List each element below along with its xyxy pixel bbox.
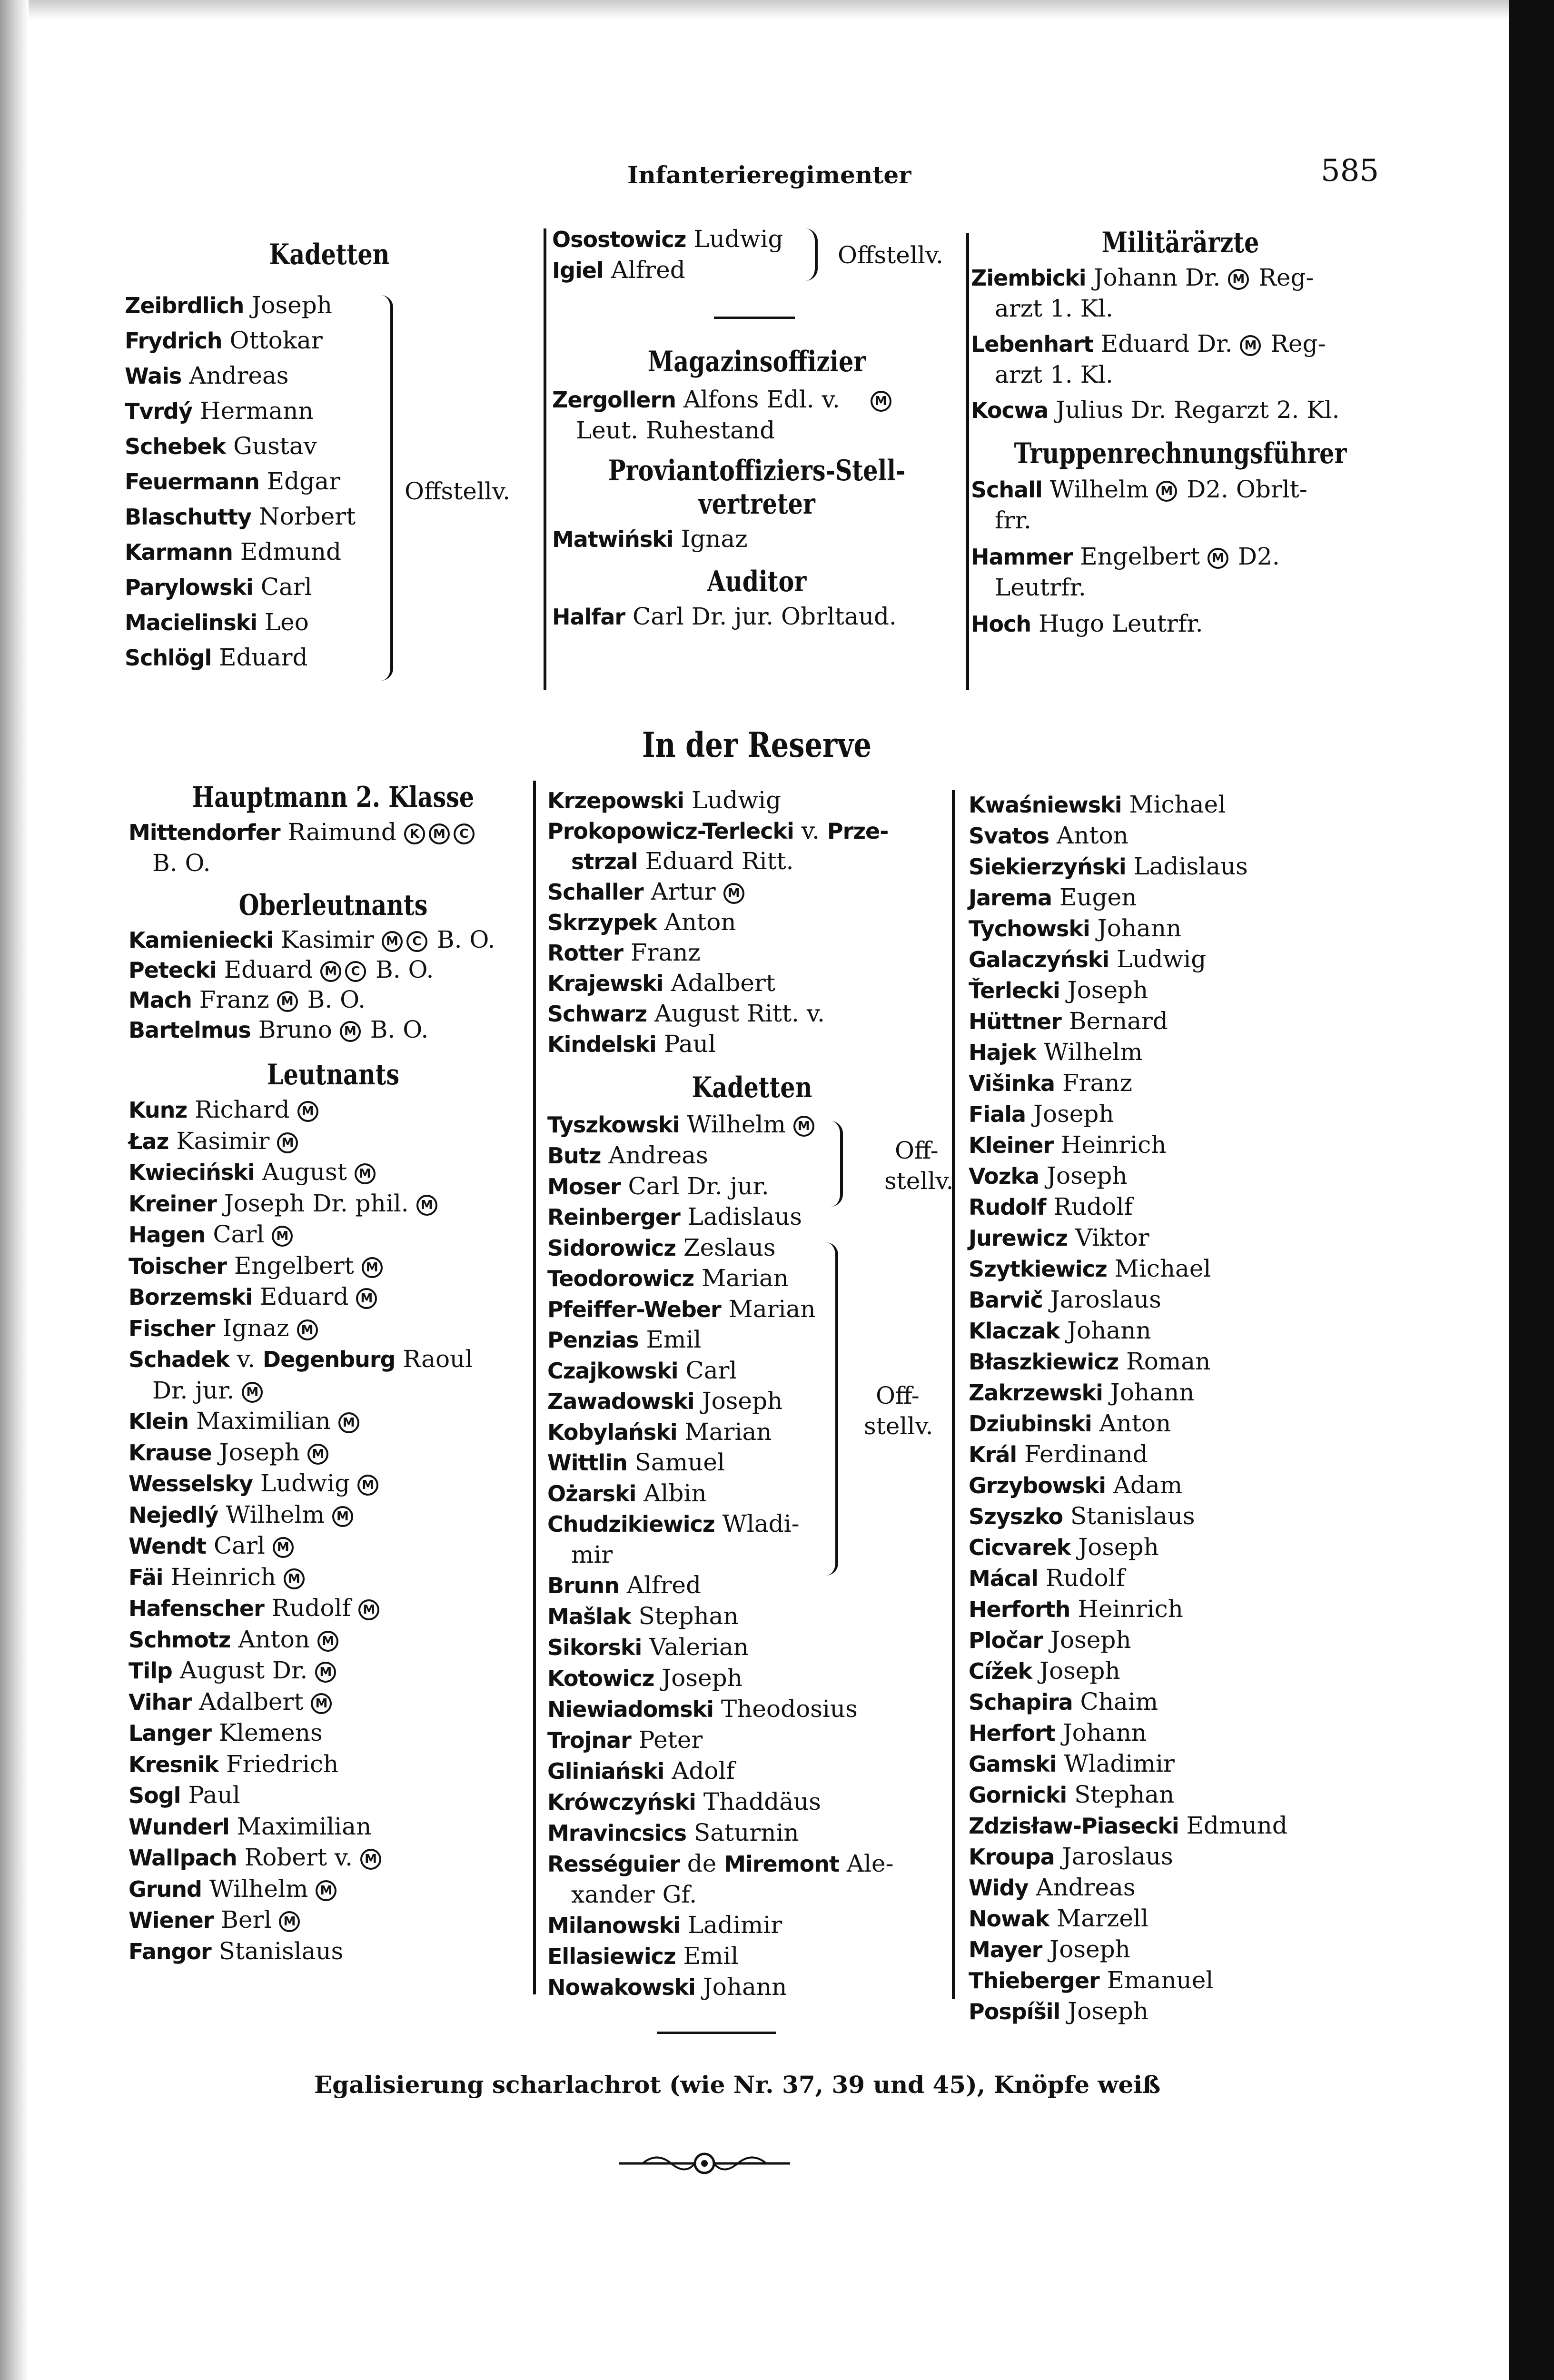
- cross-decoration-icon: C: [345, 961, 366, 982]
- military-merit-icon: M: [871, 391, 891, 412]
- section-heading-hauptmann: Hauptmann 2. Klasse: [192, 781, 475, 814]
- military-merit-icon: M: [272, 1226, 293, 1247]
- military-merit-icon: M: [357, 1475, 378, 1496]
- cross-decoration-icon: C: [454, 823, 475, 844]
- military-merit-icon: M: [1208, 548, 1228, 569]
- military-merit-icon: M: [723, 883, 744, 904]
- brace-offstellv-kadetten: [381, 295, 393, 681]
- name-entry: Tvrdý Hermann: [125, 397, 314, 425]
- name-entry-continuation: frr.: [995, 506, 1031, 534]
- section-heading-oberleutnants: Oberleutnants: [238, 889, 428, 922]
- name-entry: Bartelmus Bruno M B. O.: [129, 1016, 429, 1043]
- name-entry: Schwarz August Ritt. v.: [547, 1000, 825, 1027]
- military-merit-icon: M: [297, 1319, 318, 1340]
- name-entry: Mittendorfer Raimund K M C: [129, 817, 538, 848]
- name-entry: Wesselsky Ludwig M: [129, 1468, 538, 1499]
- name-entry: Tyszkowski Wilhelm M: [547, 1109, 957, 1140]
- name-entry: Niewiadomski Theodosius: [547, 1695, 858, 1723]
- name-entry: Sogl Paul: [129, 1781, 240, 1809]
- name-entry: Kunz Richard M: [129, 1094, 538, 1126]
- brace-offstellv-kadetten-group2: [826, 1242, 838, 1576]
- name-entry: Hajek Wilhelm: [969, 1038, 1143, 1066]
- name-entry: Zeibrdlich Joseph: [125, 291, 332, 319]
- name-entry: Moser Carl Dr. jur.: [547, 1172, 769, 1200]
- military-merit-icon: M: [317, 1631, 338, 1652]
- name-entry: Fäi Heinrich M: [129, 1562, 538, 1593]
- name-entry: Parylowski Carl: [125, 573, 312, 601]
- name-entry: Feuermann Edgar: [125, 467, 340, 495]
- name-entry: Mravincsics Saturnin: [547, 1819, 799, 1846]
- brace-offstellv-deputies: [805, 228, 818, 281]
- name-entry: Macielinski Leo: [125, 608, 309, 636]
- name-entry: Mayer Joseph: [969, 1935, 1130, 1963]
- name-entry: Ťerlecki Joseph: [969, 976, 1148, 1004]
- name-entry-continuation: xander Gf.: [571, 1881, 697, 1908]
- name-entry-continuation: Leut. Ruhestand: [576, 416, 775, 444]
- name-entry: Petecki Eduard M C B. O.: [129, 956, 434, 983]
- name-entry: Gliniański Adolf: [547, 1757, 735, 1785]
- name-entry: Łaz Kasimir M: [129, 1126, 538, 1157]
- military-merit-icon: M: [338, 1412, 359, 1433]
- name-entry: Jurewicz Viktor: [969, 1224, 1149, 1251]
- name-entry: Ożarski Albin: [547, 1479, 707, 1507]
- name-entry: Matwiński Ignaz: [552, 525, 748, 553]
- name-entry: Nejedlý Wilhelm M: [129, 1499, 538, 1531]
- scan-left-shadow: [0, 0, 29, 2380]
- name-entry: Nowakowski Johann: [547, 1973, 787, 2001]
- name-entry: Skrzypek Anton: [547, 908, 736, 936]
- name-entry: Kleiner Heinrich: [969, 1131, 1167, 1159]
- section-heading-auditor: Auditor: [707, 565, 807, 598]
- name-entry: Langer Klemens: [129, 1719, 323, 1746]
- section-heading-proviant-cont: vertreter: [698, 487, 815, 521]
- name-entry: Kamieniecki Kasimir M C B. O.: [129, 926, 495, 953]
- brace-label-offstellv: Offstellv.: [838, 241, 944, 269]
- name-entry: Fischer Ignaz M: [129, 1313, 538, 1344]
- name-entry: Schadek v. Degenburg Raoul: [129, 1345, 473, 1373]
- section-heading-proviant: Proviantoffiziers-Stell-: [608, 454, 906, 487]
- name-entry: Cížek Joseph: [969, 1657, 1120, 1685]
- name-entry: Hafenscher Rudolf M: [129, 1593, 538, 1624]
- name-entry: Wendt Carl M: [129, 1530, 538, 1562]
- name-entry: Blaschutty Norbert: [125, 503, 356, 530]
- deputy-line: Osostowicz Ludwig: [552, 225, 783, 253]
- military-merit-icon: M: [1156, 481, 1177, 502]
- brace-label-stellv: stellv.: [884, 1167, 954, 1195]
- name-entry: Milanowski Ladimir: [547, 1911, 782, 1939]
- name-entry: Schebek Gustav: [125, 432, 317, 460]
- name-entry: Penzias Emil: [547, 1326, 702, 1353]
- military-merit-icon: M: [355, 1163, 376, 1184]
- name-entry: Herforth Heinrich: [969, 1595, 1183, 1623]
- name-entry: Kotowicz Joseph: [547, 1664, 742, 1692]
- name-entry-continuation: Leutrfr.: [995, 574, 1086, 601]
- brace-offstellv-kadetten-group1: [831, 1121, 843, 1207]
- name-entry: Mašlak Stephan: [547, 1602, 739, 1630]
- name-entry: Halfar Carl Dr. jur. Obrltaud.: [552, 603, 897, 630]
- brace-label-off: Off-: [895, 1137, 939, 1164]
- name-entry: Mácal Rudolf: [969, 1564, 1125, 1592]
- name-entry: Hüttner Bernard: [969, 1007, 1168, 1035]
- section-heading-magazinsoffizier: Magazinsoffizier: [647, 345, 866, 378]
- name-entry: Pospíšil Joseph: [969, 1997, 1148, 2025]
- name-entry-continuation: Dr. jur. M: [129, 1375, 538, 1406]
- name-entry: Czajkowski Carl: [547, 1356, 737, 1384]
- name-entry: Nowak Marzell: [969, 1904, 1148, 1932]
- name-entry: Kresnik Friedrich: [129, 1750, 339, 1778]
- name-entry: Pločar Joseph: [969, 1626, 1131, 1654]
- name-entry: Kreiner Joseph Dr. phil. M: [129, 1188, 538, 1220]
- name-entry: Klaczak Johann: [969, 1317, 1151, 1344]
- name-entry: Herfort Johann: [969, 1719, 1147, 1746]
- military-merit-icon: M: [332, 1506, 353, 1527]
- name-entry: Rotter Franz: [547, 939, 701, 966]
- military-merit-icon: M: [284, 1568, 305, 1589]
- name-entry: Thieberger Emanuel: [969, 1966, 1214, 1994]
- name-entry: Gamski Wladimir: [969, 1750, 1175, 1777]
- name-entry: Wais Andreas: [125, 362, 289, 389]
- cross-decoration-icon: C: [406, 931, 427, 952]
- name-entry: Pfeiffer-Weber Marian: [547, 1295, 816, 1323]
- name-entry: Kwieciński August M: [129, 1157, 538, 1188]
- name-entry: Klein Maximilian M: [129, 1406, 538, 1437]
- name-entry-continuation: arzt 1. Kl.: [995, 295, 1113, 322]
- separator-top: [714, 317, 795, 319]
- page-number: 585: [1321, 153, 1379, 188]
- name-entry: Mach Franz M B. O.: [129, 986, 366, 1013]
- name-entry: Hoch Hugo Leutrfr.: [971, 610, 1203, 637]
- name-entry: Vozka Joseph: [969, 1162, 1128, 1190]
- name-entry: Karmann Edmund: [125, 538, 342, 565]
- name-entry-continuation: arzt 1. Kl.: [995, 361, 1113, 388]
- military-merit-icon: M: [242, 1382, 263, 1403]
- section-heading-kadetten-reserve: Kadetten: [692, 1071, 812, 1104]
- name-entry: Brunn Alfred: [547, 1571, 701, 1599]
- name-entry: Ellasiewicz Emil: [547, 1942, 739, 1970]
- ornament-icon: [614, 2149, 795, 2178]
- military-merit-icon: M: [382, 931, 403, 952]
- military-merit-icon: M: [311, 1693, 332, 1714]
- name-entry: Višinka Franz: [969, 1069, 1132, 1097]
- name-entry: Prokopowicz-Terlecki v. Prze-: [547, 817, 889, 844]
- name-entry: Krajewski Adalbert: [547, 969, 775, 997]
- military-merit-icon: M: [356, 1288, 377, 1309]
- section-heading-truppenrechnungsfuehrer: Truppenrechnungsführer: [1014, 437, 1347, 470]
- name-entry: Fangor Stanislaus: [129, 1937, 344, 1965]
- military-merit-icon: M: [273, 1537, 294, 1558]
- name-entry: Vihar Adalbert M: [129, 1686, 538, 1718]
- deputy-line: Igiel Alfred: [552, 256, 685, 284]
- name-entry: Grzybowski Adam: [969, 1471, 1183, 1499]
- name-entry: Gornicki Stephan: [969, 1781, 1175, 1808]
- military-merit-icon: M: [358, 1599, 379, 1620]
- name-entry: Wunderl Maximilian: [129, 1812, 372, 1840]
- name-entry: Sidorowicz Zeslaus: [547, 1233, 776, 1261]
- military-merit-icon: M: [1228, 269, 1249, 290]
- scan-right-edge: [1509, 0, 1554, 2380]
- name-entry: Chudzikiewicz Wladi-: [547, 1510, 800, 1537]
- name-entry: Galaczyński Ludwig: [969, 945, 1207, 973]
- name-entry: Schapira Chaim: [969, 1688, 1158, 1716]
- name-entry: Lebenhart Eduard Dr. M Reg-: [971, 330, 1326, 357]
- military-merit-icon: M: [297, 1101, 318, 1122]
- name-entry: Schall Wilhelm M D2. Obrlt-: [971, 476, 1307, 503]
- column-rule-right-top: [966, 233, 969, 690]
- name-entry: Barvič Jaroslaus: [969, 1286, 1161, 1313]
- name-entry: Teodorowicz Marian: [547, 1264, 789, 1292]
- section-heading-militaraerzte: Militärärzte: [1101, 226, 1259, 259]
- name-entry: Zergollern Alfons Edl. v. M: [552, 384, 961, 415]
- name-entry: Reinberger Ladislaus: [547, 1203, 802, 1230]
- name-entry: Rességuier de Miremont Ale-: [547, 1850, 894, 1877]
- name-entry: Schmotz Anton M: [129, 1624, 538, 1656]
- military-merit-icon: M: [362, 1257, 383, 1278]
- running-head: Infanterieregimenter: [627, 161, 911, 189]
- name-entry: Wallpach Robert v. M: [129, 1842, 538, 1874]
- name-entry: Butz Andreas: [547, 1141, 708, 1169]
- military-merit-icon: M: [316, 1880, 337, 1901]
- section-heading-kadetten: Kadetten: [269, 238, 390, 271]
- military-merit-icon: M: [279, 1911, 300, 1932]
- name-entry: Tilp August Dr. M: [129, 1655, 538, 1686]
- name-entry: Frydrich Ottokar: [125, 327, 323, 354]
- name-entry: Jarema Eugen: [969, 883, 1137, 911]
- military-merit-icon: M: [429, 823, 450, 844]
- name-entry: Krzepowski Ludwig: [547, 786, 782, 814]
- name-entry: Krówczyński Thaddäus: [547, 1788, 821, 1815]
- separator-bottom: [657, 2032, 776, 2034]
- name-entry-continuation: B. O.: [152, 849, 211, 877]
- name-entry: Hammer Engelbert M D2.: [971, 543, 1280, 570]
- name-entry: Błaszkiewicz Roman: [969, 1348, 1211, 1375]
- military-merit-icon: M: [315, 1662, 336, 1683]
- brace-label-offstellv: Offstellv.: [405, 477, 511, 505]
- military-merit-icon: M: [277, 991, 298, 1012]
- scan-top-shadow: [29, 0, 1509, 19]
- name-entry: Szytkiewicz Michael: [969, 1255, 1211, 1282]
- name-entry: Ziembicki Johann Dr. M Reg-: [971, 264, 1314, 291]
- name-entry: Zdzisław-Piasecki Edmund: [969, 1812, 1287, 1839]
- name-entry: Wiener Berl M: [129, 1904, 538, 1936]
- name-entry: Zakrzewski Johann: [969, 1378, 1195, 1406]
- name-entry: Dziubinski Anton: [969, 1409, 1171, 1437]
- name-entry: Schaller Artur M: [547, 877, 957, 907]
- name-entry: Kindelski Paul: [547, 1030, 716, 1058]
- section-heading-reserve: In der Reserve: [642, 724, 872, 765]
- military-merit-icon: M: [277, 1132, 298, 1153]
- name-entry: Siekierzyński Ladislaus: [969, 853, 1248, 880]
- name-entry: Wittlin Samuel: [547, 1448, 725, 1476]
- name-entry: Grund Wilhelm M: [129, 1874, 538, 1905]
- name-entry: Fiala Joseph: [969, 1100, 1114, 1128]
- military-merit-icon: M: [320, 961, 341, 982]
- column-rule-left-top: [544, 228, 546, 690]
- name-entry: Svatos Anton: [969, 822, 1128, 849]
- name-entry: Král Ferdinand: [969, 1440, 1148, 1468]
- footer-note: Egalisierung scharlachrot (wie Nr. 37, 39 und 45), Knöpfe weiß: [314, 2071, 1161, 2099]
- name-entry-continuation: mir: [571, 1540, 613, 1568]
- name-entry: Kroupa Jaroslaus: [969, 1843, 1173, 1870]
- name-entry: Trojnar Peter: [547, 1726, 703, 1754]
- name-entry: Widy Andreas: [969, 1874, 1136, 1901]
- name-entry: Kwaśniewski Michael: [969, 791, 1226, 818]
- military-merit-icon: M: [360, 1849, 381, 1870]
- name-entry: Hagen Carl M: [129, 1219, 538, 1250]
- name-entry-continuation: strzal Eduard Ritt.: [571, 847, 794, 875]
- military-merit-icon: M: [416, 1195, 437, 1216]
- name-entry: Zawadowski Joseph: [547, 1387, 783, 1415]
- name-entry: Kocwa Julius Dr. Regarzt 2. Kl.: [971, 396, 1340, 424]
- name-entry: Borzemski Eduard M: [129, 1281, 538, 1313]
- military-merit-icon: M: [1240, 335, 1261, 356]
- military-merit-icon: M: [793, 1116, 814, 1137]
- name-entry: Kobylański Marian: [547, 1418, 772, 1446]
- name-entry: Rudolf Rudolf: [969, 1193, 1133, 1220]
- military-merit-icon: M: [340, 1021, 361, 1042]
- name-entry: Szyszko Stanislaus: [969, 1502, 1195, 1530]
- name-entry: Sikorski Valerian: [547, 1633, 749, 1661]
- name-entry: Krause Joseph M: [129, 1437, 538, 1468]
- name-entry: Tychowski Johann: [969, 914, 1182, 942]
- name-entry: Cicvarek Joseph: [969, 1533, 1159, 1561]
- brace-label-stellv: stellv.: [864, 1412, 933, 1440]
- section-heading-leutnants: Leutnants: [267, 1058, 400, 1091]
- k-decoration-icon: K: [404, 823, 425, 844]
- name-entry: Toischer Engelbert M: [129, 1250, 538, 1282]
- name-entry: Schlögl Eduard: [125, 644, 308, 671]
- military-merit-icon: M: [307, 1444, 328, 1465]
- brace-label-off: Off-: [876, 1382, 920, 1409]
